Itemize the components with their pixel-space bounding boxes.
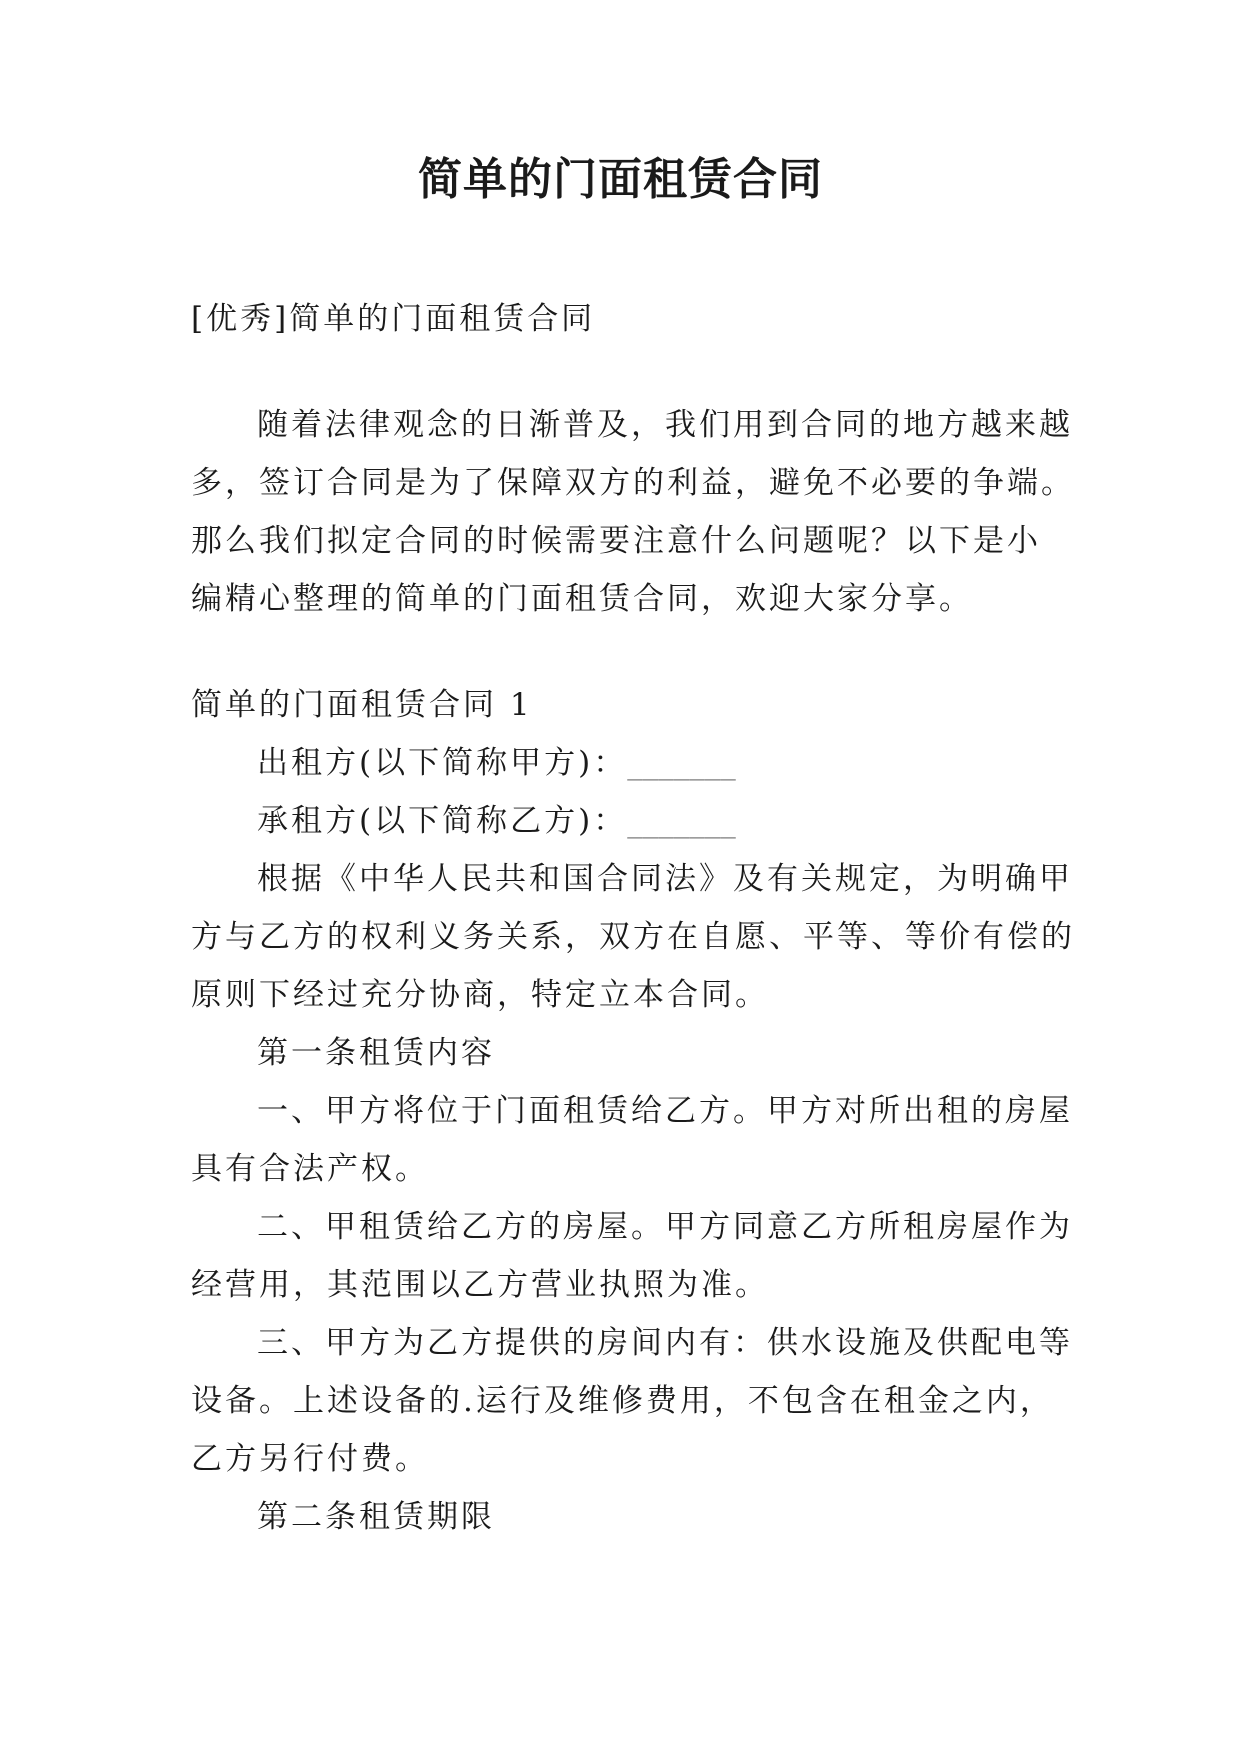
spacer [191,628,1071,676]
document-subtitle: [优秀]简单的门面租赁合同 [191,301,596,337]
lessor-blank: _______ [627,745,736,781]
lessor-line [191,734,1071,792]
item2-line: 经营用，其范围以乙方营业执照为准。 [191,1267,769,1303]
lessor-label: 出租方(以下简称甲方)： [257,745,628,781]
spacer [191,348,1071,396]
intro-line: 随着法律观念的日渐普及，我们用到合同的地方越来越 [257,407,1073,443]
item1-line: 一、甲方将位于门面租赁给乙方。甲方对所出租的房屋 [257,1093,1073,1129]
lessee-label: 承租方(以下简称乙方)： [257,803,628,839]
basis-line: 根据《中华人民共和国合同法》及有关规定，为明确甲 [257,861,1073,897]
document-body [191,290,1075,1546]
item3-line: 三、甲方为乙方提供的房间内有：供水设施及供配电等 [257,1325,1073,1361]
article1-heading: 第一条租赁内容 [257,1035,495,1071]
item3-line: 设备。上述设备的.运行及维修费用，不包含在租金之内， [191,1383,1054,1419]
item3-line: 乙方另行付费。 [191,1441,429,1477]
item2-line: 二、甲租赁给乙方的房屋。甲方同意乙方所租房屋作为 [257,1209,1073,1245]
basis-line: 方与乙方的权利义务关系，双方在自愿、平等、等价有偿的 [191,919,1075,955]
section-heading: 简单的门面租赁合同 1 [191,687,533,723]
basis-line: 原则下经过充分协商，特定立本合同。 [191,977,769,1013]
intro-line: 多，签订合同是为了保障双方的利益，避免不必要的争端。 [191,465,1075,501]
intro-line: 那么我们拟定合同的时候需要注意什么问题呢？以下是小 [191,523,1041,559]
intro-line: 编精心整理的简单的门面租赁合同，欢迎大家分享。 [191,581,973,617]
lessee-line [191,792,1071,850]
document-title: 简单的门面租赁合同 [418,154,823,205]
lessee-blank: _______ [627,803,736,839]
article2-heading: 第二条租赁期限 [257,1499,495,1535]
item1-line: 具有合法产权。 [191,1151,429,1187]
